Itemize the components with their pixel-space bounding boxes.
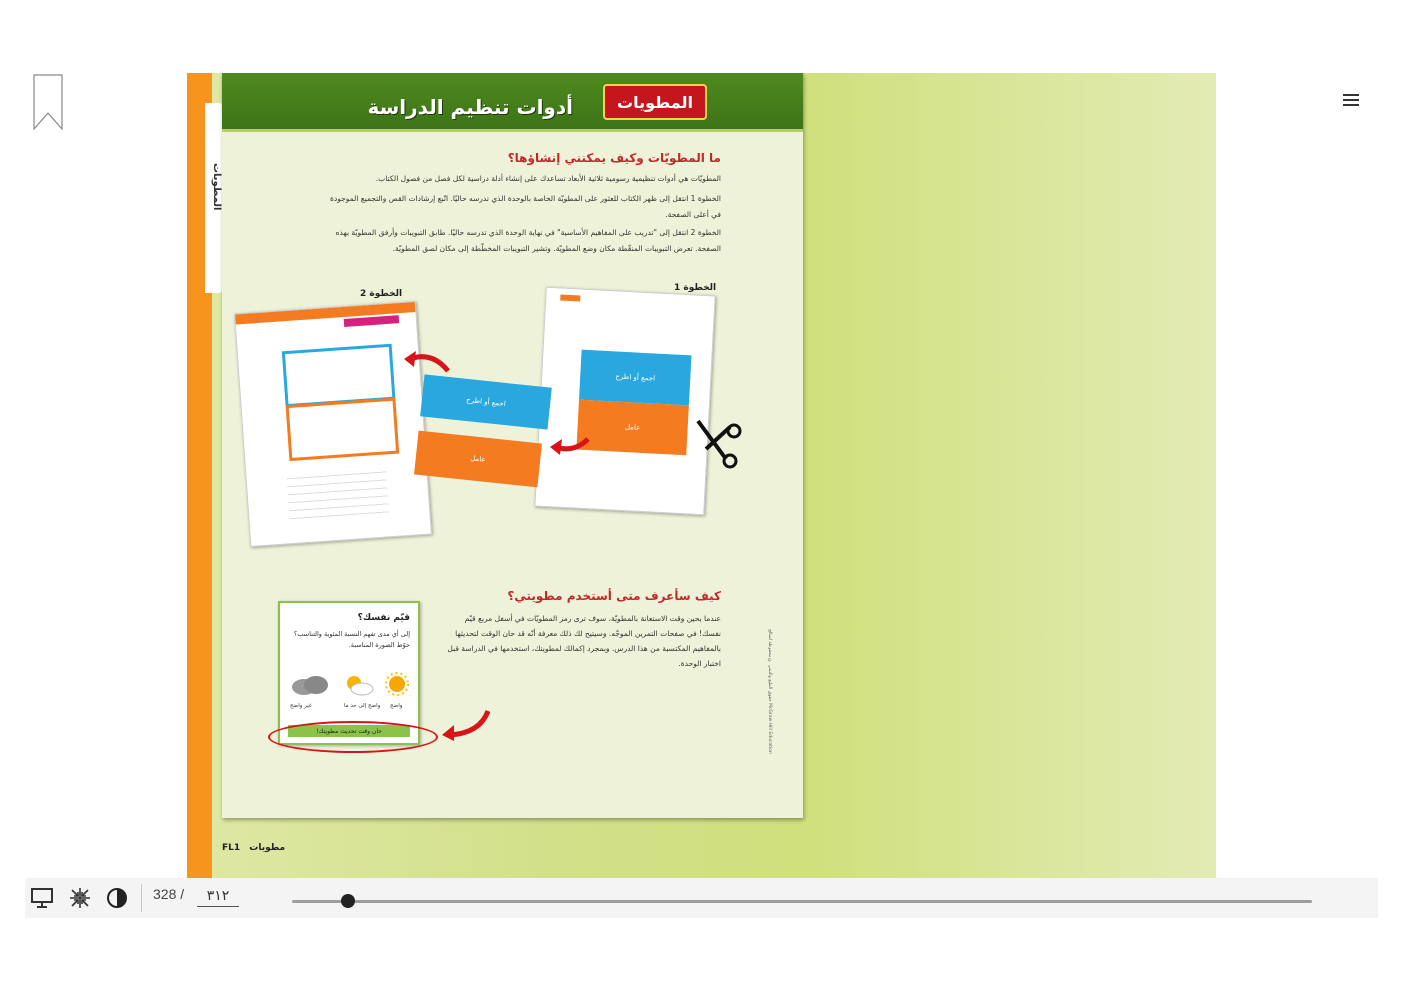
hamburger-menu-icon[interactable]	[1338, 88, 1364, 112]
when-paragraph: عندما يحين وقت الاستعانة بالمطويّة، سوف ترى رمز المطويّات في أسفل مربع قيّم نفسك! في صفحات التمرين الموجّه. وسيتيح لك ذلك معرفة أنّه قد حان الوقت لتحديثها بالمفاهيم المكتسبة من هذا الدرس. وبمجرد إكمالك لمطويتك، استخدمها في الدراسة قبل اختبار الوحدة.	[447, 614, 721, 668]
curved-arrow-icon	[548, 435, 592, 459]
page-title: أدوات تنظيم الدراسة	[367, 95, 573, 119]
monitor-icon[interactable]	[31, 887, 53, 909]
page-slider-track[interactable]	[292, 900, 1312, 903]
loose-blue-tab: اجمع أو اطرح	[420, 374, 552, 429]
figure-step1-label: الخطوة 1	[674, 283, 717, 293]
collapse-arrows-icon[interactable]	[69, 887, 91, 909]
book-page-spread	[187, 73, 1216, 878]
bookmark-icon[interactable]	[32, 73, 64, 131]
intro-paragraph: المطويّات هي أدوات تنظيمية رسومية ثلاثية الأبعاد تساعدك على إنشاء أدلة دراسية لكل فصل من فصول الكتاب.	[375, 174, 721, 183]
foldable-orange-tab: عامل	[576, 400, 688, 456]
page-number-input[interactable]	[197, 884, 239, 907]
page-slider-handle[interactable]	[341, 894, 355, 908]
chapter-side-tab	[205, 103, 222, 293]
page-footer	[222, 843, 285, 853]
step1-paragraph: الخطوة 1 انتقل إلى ظهر الكتاب للعثور على المطويّة الخاصة بالوحدة الذي تدرسه حاليًا. اتّبع إرشادات القص والتجميع الموجودة في أعلى الصفحة.	[329, 194, 721, 219]
curved-arrow-icon	[440, 707, 490, 745]
option-clear: واضح	[390, 703, 403, 709]
self-check-text: إلى أي مدى تفهم النسبة المئوية والتناسب؟ حوّط الصورة المناسبة.	[293, 630, 410, 649]
toolbar-separator	[141, 884, 142, 912]
step2-workbook-sheet	[234, 301, 432, 547]
figure-step2-label: الخطوة 2	[360, 289, 403, 299]
update-foldable-bar: حان وقت تحديث مطويتك!	[288, 725, 410, 737]
page-total: 328 /	[153, 886, 185, 902]
highlight-oval	[268, 721, 438, 753]
side-tab-label: المطويات	[211, 163, 222, 211]
step2-paragraph: الخطوة 2 انتقل إلى "تدريب على المفاهيم الأساسية" في نهاية الوحدة الذي تدرسه حاليًا. طابق التبويبات وأرفق المطويّة بهذه الصفحة. تعرض التبويبات المنقّطة مكان وضع المطويّة. وتشير التبويبات المخطّطة إلى مكان لصق المطويّة.	[335, 228, 721, 253]
foldable-blue-tab: اجمع أو اطرح	[579, 350, 691, 406]
section-heading-what: ما المطويّات وكيف يمكنني إنشاؤها؟	[507, 151, 721, 165]
cloud-icon	[290, 673, 330, 701]
step1-foldable-sheet	[534, 287, 715, 516]
textbook-page	[222, 73, 803, 818]
curved-arrow-icon	[402, 349, 452, 379]
loose-orange-tab: عامل	[414, 431, 542, 488]
self-check-title: قيّم نفسك؟	[357, 613, 410, 623]
partly-sunny-icon	[342, 673, 374, 701]
foldables-brand-badge: المطويات	[603, 84, 707, 120]
viewer-toolbar	[25, 878, 1378, 918]
copyright-text: حقوق الطبع والنشر © محفوظة لصالح McGraw-Hill Education	[767, 629, 772, 754]
scissors-icon	[696, 419, 742, 473]
section-heading-when: كيف سأعرف متى أستخدم مطويتي؟	[507, 589, 721, 603]
page-number: FL1	[222, 843, 241, 853]
option-unclear: غير واضح	[290, 703, 312, 709]
sun-icon	[384, 671, 410, 701]
option-somewhat-clear: واضح إلى حد ما	[344, 703, 381, 709]
contrast-icon[interactable]	[106, 887, 128, 909]
page-header	[222, 73, 803, 132]
footer-label: مطويات	[249, 843, 286, 853]
